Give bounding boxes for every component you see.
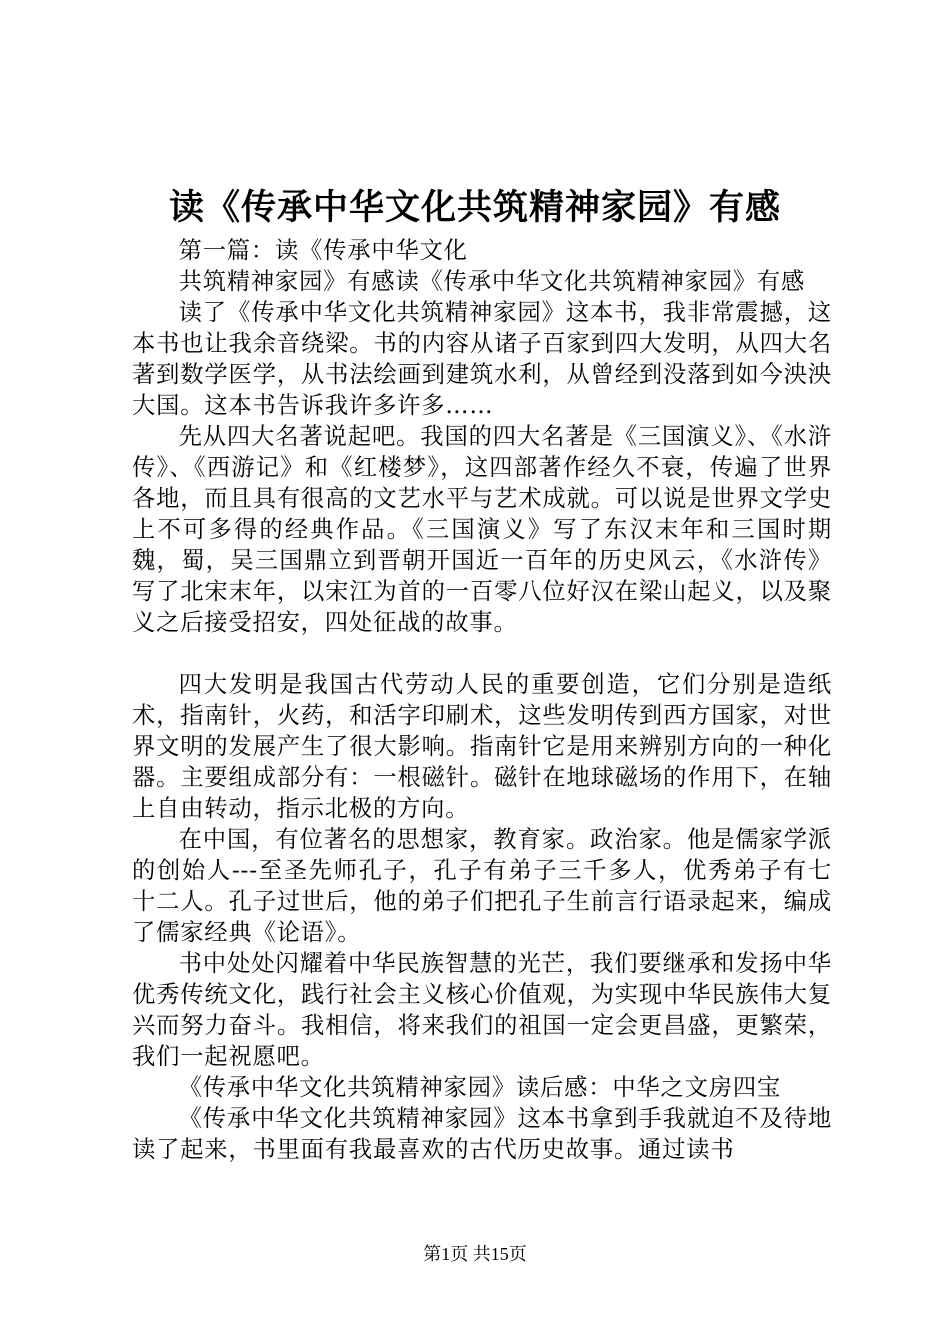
- paragraph-four-inventions: 四大发明是我国古代劳动人民的重要创造，它们分别是造纸术，指南针，火药，和活字印刷术，这些发明传到西方国家，对世界文明的发展产生了很大影响。指南针它是用来辨别方向的一种化器。主要组成部分有：一根磁针。磁针在地球磁场的作用下，在轴上自由转动，指示北极的方向。: [132, 671, 832, 822]
- paragraph-conclusion: 书中处处闪耀着中华民族智慧的光芒，我们要继承和发扬中华优秀传统文化，践行社会主义核心价值观，为实现中华民族伟大复兴而努力奋斗。我相信，将来我们的祖国一定会更昌盛，更繁荣，我们一起祝愿吧。: [132, 950, 832, 1070]
- paragraph-intro: 读了《传承中华文化共筑精神家园》这本书，我非常震撼，这本书也让我余音绕梁。书的内容从诸子百家到四大发明，从四大名著到数学医学，从书法绘画到建筑水利，从曾经到没落到如今泱泱大国。这本书告诉我许多许多……: [132, 299, 832, 419]
- paragraph-section-heading: 第一篇：读《传承中华文化: [178, 237, 468, 264]
- paragraph-second-heading: 《传承中华文化共筑精神家园》读后感：中华之文房四宝: [178, 1074, 782, 1101]
- page-number-footer: 第1页 共15页: [423, 1244, 527, 1264]
- page-title: 读《传承中华文化共筑精神家园》有感: [168, 188, 781, 228]
- paragraph-four-classics: 先从四大名著说起吧。我国的四大名著是《三国演义》、《水浒传》、《西游记》和《红楼梦》，这四部著作经久不衰，传遍了世界各地，而且具有很高的文艺水平与艺术成就。可以说是世界文学史上不可多得的经典作品。《三国演义》写了东汉末年和三国时期魏，蜀，吴三国鼎立到晋朝开国近一百年的历史风云，《水浒传》写了北宋末年，以宋江为首的一百零八位好汉在梁山起义，以及聚义之后接受招安，四处征战的故事。: [132, 423, 832, 636]
- paragraph-subtitle: 共筑精神家园》有感读《传承中华文化共筑精神家园》有感: [178, 268, 806, 295]
- document-body: [132, 235, 832, 1165]
- paragraph-second-intro: 《传承中华文化共筑精神家园》这本书拿到手我就迫不及待地读了起来，书里面有我最喜欢的古代历史故事。通过读书: [132, 1105, 832, 1163]
- paragraph-confucius: 在中国，有位著名的思想家，教育家。政治家。他是儒家学派的创始人---至圣先师孔子，孔子有弟子三千多人，优秀弟子有七十二人。孔子过世后，他的弟子们把孔子生前言行语录起来，编成了儒家经典《论语》。: [132, 826, 832, 946]
